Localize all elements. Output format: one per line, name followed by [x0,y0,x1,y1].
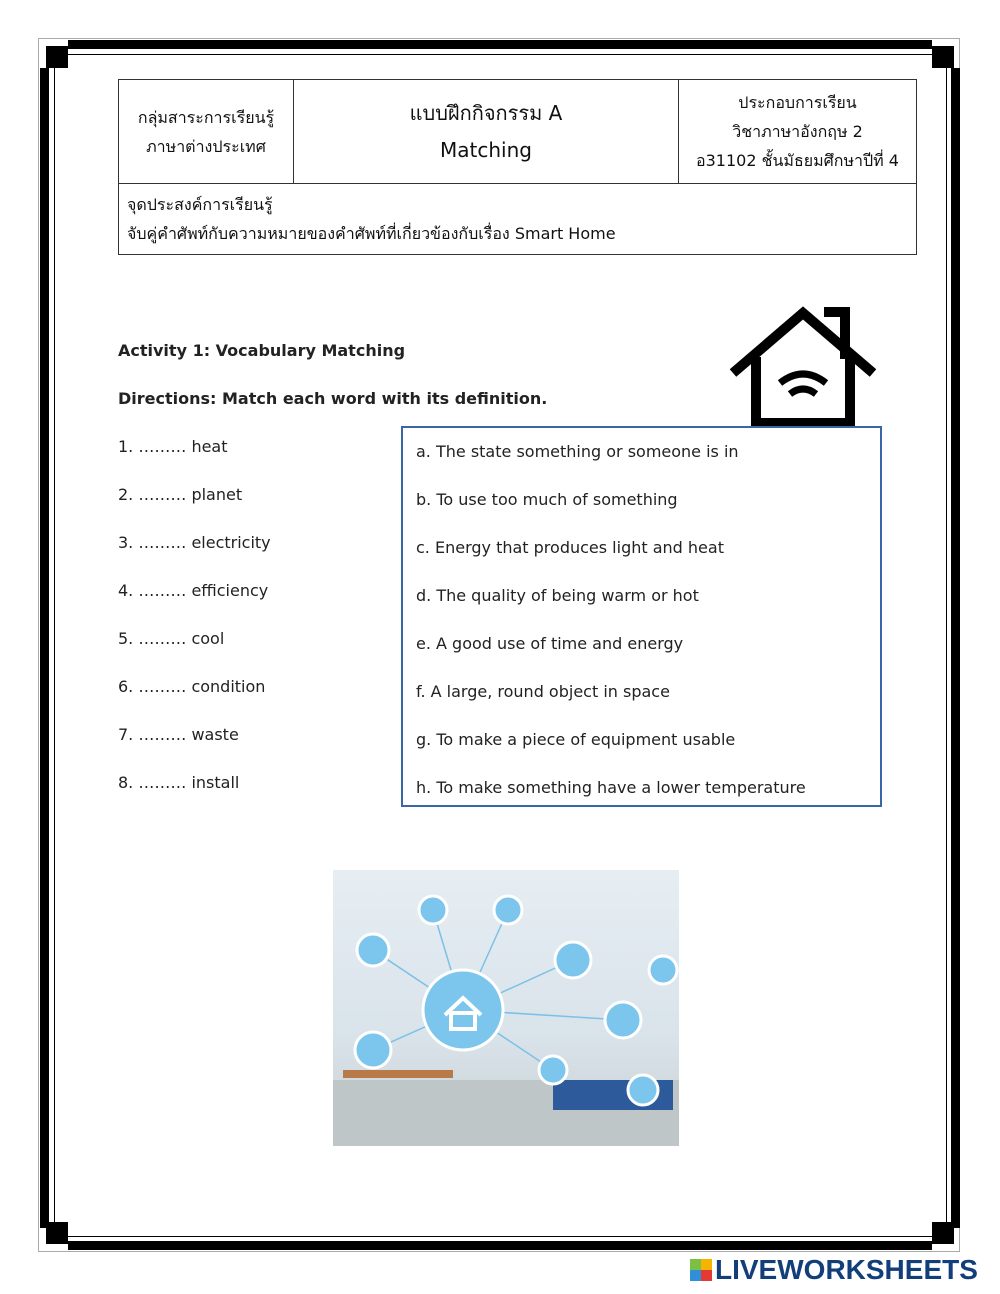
frame-border-left [40,68,49,1228]
word-item[interactable]: 1. ……… heat [118,437,228,456]
worksheet-subtitle: Matching [440,137,532,162]
subject-group-line: ภาษาต่างประเทศ [146,136,266,156]
definition-item: f. A large, round object in space [416,682,670,701]
word-item[interactable]: 7. ……… waste [118,725,239,744]
smart-home-photo [333,870,679,1146]
directions: Directions: Match each word with its definition. [118,389,548,408]
subject-group-line: กลุ่มสาระการเรียนรู้ [137,107,275,127]
header-table [118,79,917,255]
worksheet-title: แบบฝึกกิจกรรม A [409,100,563,125]
live-logo-icon [690,1259,712,1281]
frame-border-bottom [68,1241,932,1250]
subject-group-cell [119,80,294,184]
definition-item: b. To use too much of something [416,490,678,509]
objective-cell [119,184,917,255]
course-line: ประกอบการเรียน [738,93,857,112]
word-item[interactable]: 3. ……… electricity [118,533,271,552]
definition-item: d. The quality of being warm or hot [416,586,699,605]
objective-text: จับคู่คำศัพท์กับความหมายของคำศัพท์ที่เกี่ยวข้องกับเรื่อง Smart Home [127,224,616,243]
logo-text: LIVEWORKSHEETS [715,1254,978,1285]
definition-item: e. A good use of time and energy [416,634,684,653]
title-cell [294,80,679,184]
definitions-box [401,426,882,807]
word-item[interactable]: 6. ……… condition [118,677,266,696]
liveworksheets-logo [690,1252,978,1288]
course-line: วิชาภาษาอังกฤษ 2 [732,122,863,141]
definition-item: h. To make something have a lower temperature [416,778,806,797]
definition-item: g. To make a piece of equipment usable [416,730,736,749]
course-cell [679,80,917,184]
frame-border-right [951,68,960,1228]
word-item[interactable]: 4. ……… efficiency [118,581,269,600]
frame-border-top [68,40,932,49]
definition-item: c. Energy that produces light and heat [416,538,724,557]
smart-home-wifi-icon [728,305,878,427]
course-line: อ31102 ชั้นมัธยมศึกษาปีที่ 4 [696,151,899,170]
objective-label: จุดประสงค์การเรียนรู้ [127,195,273,214]
word-item[interactable]: 2. ……… planet [118,485,243,504]
word-item[interactable]: 8. ……… install [118,773,240,792]
activity-title: Activity 1: Vocabulary Matching [118,341,406,360]
definition-item: a. The state something or someone is in [416,442,739,461]
word-item[interactable]: 5. ……… cool [118,629,225,648]
